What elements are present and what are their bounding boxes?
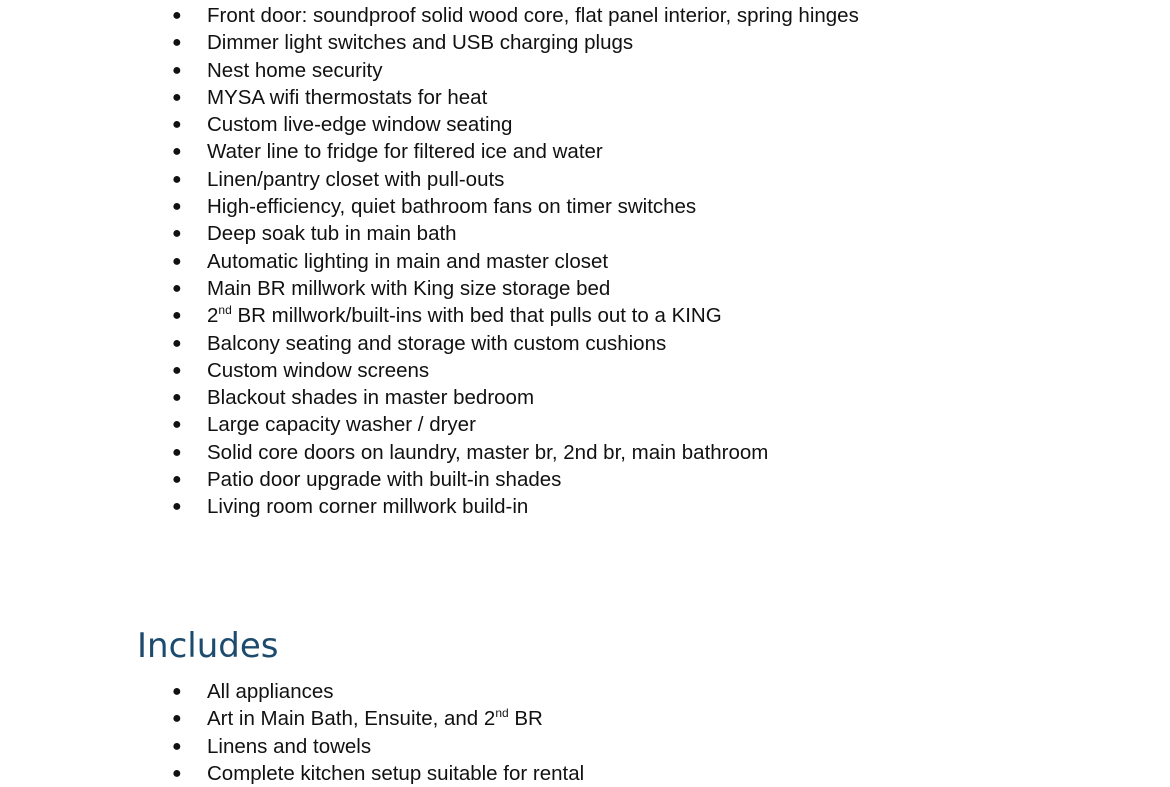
features-list xyxy=(172,2,859,521)
bullet-icon: ● xyxy=(172,198,182,216)
list-item-text xyxy=(207,413,476,436)
list-item xyxy=(172,733,584,760)
list-item xyxy=(172,411,859,438)
list-item-text-rest: BR xyxy=(508,707,543,731)
bullet-icon: ● xyxy=(172,88,182,106)
list-item-text-rest: BR millwork/built-ins with bed that pulls out to a KING xyxy=(231,304,722,328)
bullet-icon: ● xyxy=(172,764,182,782)
list-item xyxy=(172,193,859,220)
list-item xyxy=(172,2,859,29)
bullet-icon: ● xyxy=(172,279,182,297)
list-item xyxy=(172,705,584,732)
list-item xyxy=(172,138,859,165)
list-item-text-main: Custom window screens xyxy=(207,358,430,382)
list-item-text-main: High-efficiency, quiet bathroom fans on timer switches xyxy=(207,195,697,219)
bullet-icon: ● xyxy=(172,252,182,270)
list-item-text-main: Automatic lighting in main and master closet xyxy=(207,249,609,273)
list-item xyxy=(172,84,859,111)
includes-list xyxy=(172,678,584,787)
list-item xyxy=(172,248,859,275)
list-item-text xyxy=(207,735,371,758)
bullet-icon: ● xyxy=(172,361,182,379)
list-item-text xyxy=(207,250,608,273)
bullet-icon: ● xyxy=(172,61,182,79)
bullet-icon: ● xyxy=(172,225,182,243)
list-item-text-main: Linen/pantry closet with pull-outs xyxy=(207,167,505,191)
bullet-icon: ● xyxy=(172,683,182,700)
list-item-text xyxy=(207,140,603,163)
list-item xyxy=(172,357,859,384)
bullet-icon: ● xyxy=(172,498,182,516)
list-item-text-main: All appliances xyxy=(207,680,334,703)
list-item-text xyxy=(207,59,382,82)
list-item-text xyxy=(207,304,722,327)
list-item-text xyxy=(207,707,543,730)
list-item-text xyxy=(207,195,696,218)
list-item xyxy=(172,678,584,705)
list-item-text xyxy=(207,86,487,109)
list-item xyxy=(172,275,859,302)
list-item xyxy=(172,29,859,56)
list-item-text-main: Living room corner millwork build-in xyxy=(207,495,529,519)
list-item-text xyxy=(207,168,504,191)
bullet-icon: ● xyxy=(172,116,182,134)
list-item-text xyxy=(207,113,512,136)
list-item-text-main: Nest home security xyxy=(207,58,383,82)
list-item-text xyxy=(207,359,429,382)
bullet-icon: ● xyxy=(172,143,182,161)
bullet-icon: ● xyxy=(172,416,182,434)
bullet-icon: ● xyxy=(172,334,182,352)
list-item-text xyxy=(207,222,457,245)
list-item xyxy=(172,111,859,138)
bullet-icon: ● xyxy=(172,34,182,52)
list-item-superscript: nd xyxy=(495,706,509,721)
list-item-superscript: nd xyxy=(218,303,232,318)
bullet-icon: ● xyxy=(172,471,182,489)
list-item xyxy=(172,439,859,466)
list-item-text xyxy=(207,332,666,355)
list-item xyxy=(172,493,859,520)
includes-heading: Includes xyxy=(137,626,279,666)
bullet-icon: ● xyxy=(172,170,182,188)
list-item-text-main: Deep soak tub in main bath xyxy=(207,222,457,246)
list-item xyxy=(172,330,859,357)
list-item-text xyxy=(207,441,768,464)
bullet-icon: ● xyxy=(172,307,182,325)
list-item-text-main: Solid core doors on laundry, master br, 2nd br, main bathroom xyxy=(207,440,769,464)
list-item-text xyxy=(207,468,561,491)
list-item-text-main: MYSA wifi thermostats for heat xyxy=(207,85,488,109)
list-item xyxy=(172,384,859,411)
list-item xyxy=(172,166,859,193)
list-item-text-main: Water line to fridge for filtered ice and water xyxy=(207,140,603,164)
list-item-text-main: Main BR millwork with King size storage bed xyxy=(207,276,611,300)
list-item-text-main: Dimmer light switches and USB charging plugs xyxy=(207,31,634,55)
list-item-text-main: Complete kitchen setup suitable for rental xyxy=(207,761,585,785)
bullet-icon: ● xyxy=(172,7,182,24)
list-item-text-main: 2 xyxy=(207,304,219,328)
list-item xyxy=(172,466,859,493)
list-item-text xyxy=(207,4,859,27)
list-item xyxy=(172,220,859,247)
list-item-text-main: Patio door upgrade with built-in shades xyxy=(207,468,562,492)
bullet-icon: ● xyxy=(172,710,182,728)
list-item-text-main: Custom live-edge window seating xyxy=(207,113,513,137)
list-item xyxy=(172,302,859,329)
list-item-text-main: Large capacity washer / dryer xyxy=(207,413,476,437)
list-item-text-main: Blackout shades in master bedroom xyxy=(207,386,535,410)
list-item-text xyxy=(207,495,528,518)
bullet-icon: ● xyxy=(172,443,182,461)
list-item xyxy=(172,760,584,787)
list-item-text-main: Front door: soundproof solid wood core, flat panel interior, spring hinges xyxy=(207,4,859,27)
list-item-text xyxy=(207,277,610,300)
list-item-text xyxy=(207,762,584,785)
list-item xyxy=(172,57,859,84)
list-item-text-main: Balcony seating and storage with custom cushions xyxy=(207,331,667,355)
list-item-text xyxy=(207,31,633,54)
list-item-text xyxy=(207,680,334,703)
bullet-icon: ● xyxy=(172,389,182,407)
list-item-text xyxy=(207,386,534,409)
list-item-text-main: Art in Main Bath, Ensuite, and 2 xyxy=(207,707,496,731)
list-item-text-main: Linens and towels xyxy=(207,734,372,758)
bullet-icon: ● xyxy=(172,737,182,755)
